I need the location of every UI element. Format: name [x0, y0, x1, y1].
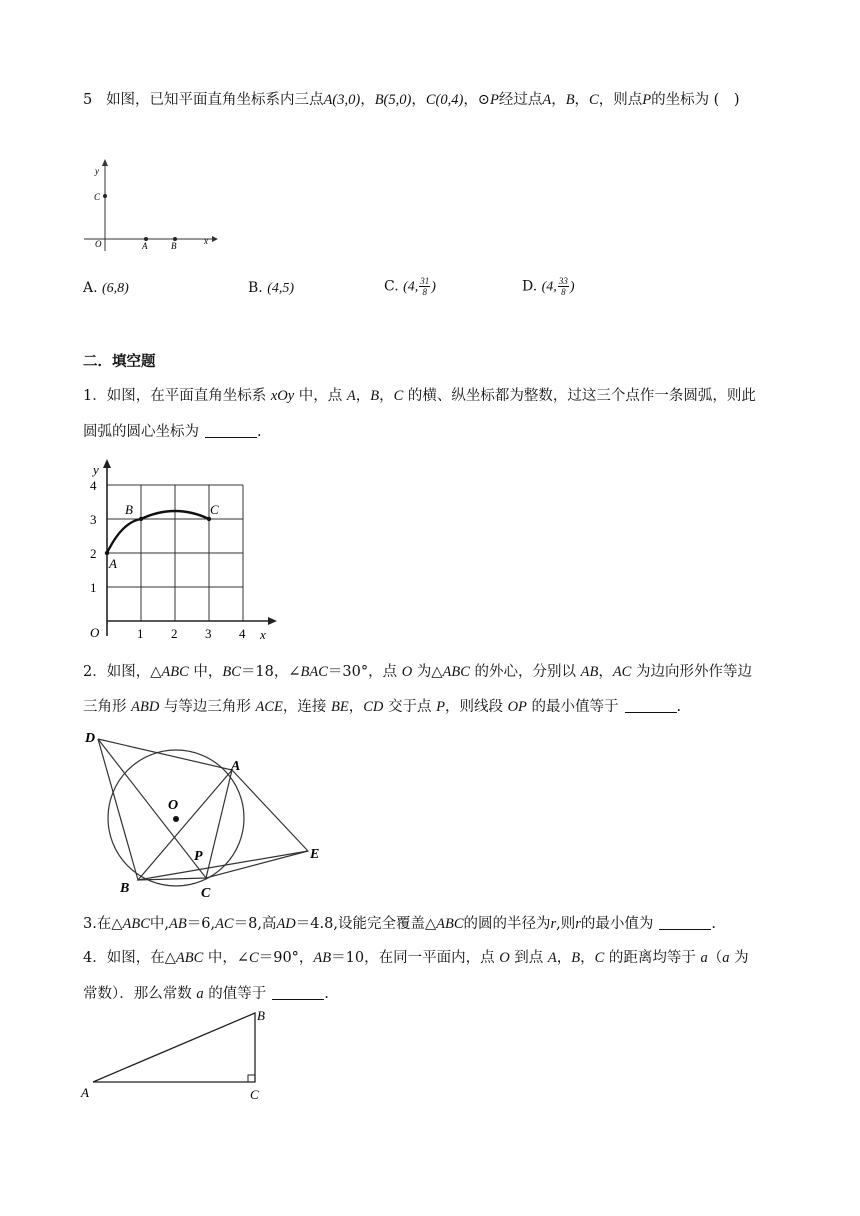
q3-var: AC [215, 916, 234, 932]
q2-line2 [83, 697, 681, 717]
q4-var: AB [313, 950, 332, 966]
option-value: ) [431, 279, 436, 295]
q4-b-label: B [257, 1008, 265, 1023]
q1-answer-blank[interactable] [205, 423, 257, 438]
fraction-denominator: 8 [561, 287, 566, 297]
q3-var: ABC [122, 916, 150, 932]
q3-var: AD [276, 916, 296, 932]
q4-text: ＝90°， [258, 950, 314, 966]
q5-letter: B [565, 92, 575, 108]
q1-y3-label: 3 [90, 512, 97, 527]
q3-text: . [711, 916, 717, 932]
q2-var: BC [222, 664, 241, 680]
q1-o-label: O [90, 625, 100, 640]
q1-b-label: B [125, 502, 133, 517]
q1-var: B [370, 388, 380, 404]
q3-text: ＝6, [186, 916, 216, 932]
q2-var: O [401, 664, 413, 680]
q1-text: 的横、纵坐标都为整数，过这三个点作一条圆弧，则此 [403, 388, 756, 404]
q3-text: 3.在△ [83, 916, 123, 932]
q5-point-b: B(5,0) [374, 92, 412, 108]
q2-d-label: D [85, 731, 96, 746]
q1-figure [82, 456, 282, 644]
q3-text: ,则 [556, 916, 576, 932]
q2-text: 2．如图，△ [83, 664, 162, 680]
q4-text: 的距离均等于 [604, 950, 701, 966]
q5-number: 5 [83, 92, 93, 108]
q3-var: AB [169, 916, 187, 932]
option-letter: C. [384, 278, 399, 295]
q4-answer-blank[interactable] [272, 985, 324, 1000]
q1-line1 [83, 386, 756, 406]
q1-point-b [139, 517, 143, 521]
q2-text: 交于点 [383, 699, 437, 715]
q1-x-label: x [260, 627, 266, 642]
q2-text: 为边向形外作等边 [631, 664, 752, 680]
q4-var: C [249, 950, 259, 966]
q4-var: a [722, 950, 730, 966]
q1-text: ， [355, 388, 371, 404]
q2-text: . [676, 699, 682, 715]
q1-y-label: y [93, 462, 99, 477]
q4-right-angle-mark [248, 1075, 255, 1082]
q5-o-label: O [95, 239, 102, 249]
option-value: (4, [403, 279, 419, 295]
q1-var: A [346, 388, 356, 404]
q5-b-label: B [171, 241, 177, 251]
q5-y-arrow [102, 159, 108, 166]
q2-text: ， [598, 664, 613, 680]
q4-triangle [93, 1013, 255, 1082]
q3-text: 的最小值为 [580, 916, 654, 932]
q5-sep: ， [574, 92, 590, 108]
q3-text: ＝8,高 [233, 916, 277, 932]
q5-sep: ， [551, 92, 566, 108]
q2-var: ABC [161, 664, 189, 680]
option-value: (6,8) [102, 281, 129, 296]
q4-text: ， [580, 950, 595, 966]
q1-var: xOy [270, 388, 295, 404]
q2-text: ＝30°，点 [327, 664, 402, 680]
q4-text: （ [707, 950, 723, 966]
q2-o-label: O [168, 798, 179, 813]
q2-var: AC [612, 664, 632, 680]
q4-var: ABC [175, 950, 204, 966]
q4-var: B [571, 950, 581, 966]
q1-point-c [207, 517, 211, 521]
q2-var: ABD [131, 699, 160, 715]
option-value: (4, [541, 279, 557, 295]
q4-text: . [324, 986, 329, 1002]
q3-text: 的圆的半径为 [463, 916, 551, 932]
q5-option-a[interactable] [83, 280, 129, 297]
q2-c-label: C [201, 886, 211, 901]
section-title: 二．填空题 [83, 353, 156, 370]
q2-var: BAC [300, 664, 328, 680]
q4-line2 [83, 984, 329, 1004]
q2-text: 为△ [412, 664, 443, 680]
q4-a-label: A [81, 1085, 89, 1100]
q2-segments [98, 739, 308, 880]
q1-y1-label: 1 [90, 580, 97, 595]
q2-text: ，连接 [282, 699, 332, 715]
q1-arc [107, 511, 209, 553]
option-value: (4,5) [267, 281, 295, 296]
q3-var: r [550, 916, 557, 932]
q3-answer-blank[interactable] [659, 915, 711, 930]
q3-text: ＝4.8,设能完全覆盖△ [295, 916, 437, 932]
q1-text: 圆弧的圆心坐标为 [83, 424, 199, 440]
q5-letter: C [589, 92, 599, 108]
q2-var: OP [507, 699, 527, 715]
q4-figure [78, 1005, 278, 1105]
q5-figure [80, 155, 220, 255]
q5-text: ，⊙ [463, 92, 490, 108]
q4-line1 [83, 948, 749, 968]
q5-text: 的坐标为 ( ) [651, 92, 740, 108]
q4-text: 为 [729, 950, 749, 966]
q2-a-label: A [231, 759, 241, 774]
q4-text: 的值等于 [203, 986, 267, 1002]
q1-c-label: C [210, 502, 219, 517]
fraction-denominator: 8 [422, 287, 428, 297]
q2-var: BE [331, 699, 349, 715]
q3-text: 中, [149, 916, 169, 932]
q1-y2-label: 2 [90, 546, 97, 561]
q2-text: 中， [188, 664, 223, 680]
q4-text: ＝10，在同一平面内，点 [331, 950, 500, 966]
q1-x1-label: 1 [137, 626, 144, 641]
q5-option-c[interactable] [384, 276, 436, 297]
q5-text: 如图，已知平面直角坐标系内三点 [106, 92, 324, 108]
q5-point-c: C(0,4) [425, 92, 464, 108]
q4-var: a [700, 950, 708, 966]
q1-y4-label: 4 [90, 478, 97, 493]
q1-x3-label: 3 [205, 626, 212, 641]
q1-var: C [393, 388, 404, 404]
q4-text: 常数）．那么常数 [83, 986, 197, 1002]
q2-text: ， [348, 699, 364, 715]
q2-b-label: B [120, 881, 130, 896]
q3-var: r [575, 916, 581, 932]
q2-e-label: E [310, 847, 320, 862]
q2-text: ＝18，∠ [240, 664, 301, 680]
q2-center-dot [173, 816, 179, 822]
fraction-numerator: 33 [558, 276, 568, 286]
q2-text: ，则线段 [444, 699, 508, 715]
q2-var: P [436, 699, 445, 715]
q1-x-arrow [268, 617, 277, 625]
q5-text: 经过点 [498, 92, 543, 108]
q1-line2 [83, 422, 262, 442]
q1-text: 中，点 [294, 388, 347, 404]
option-letter: B. [248, 280, 263, 296]
q5-sep: ， [411, 92, 426, 108]
q3-line [83, 914, 716, 934]
q2-line1 [83, 662, 752, 682]
q4-text: 4．如图，在△ [83, 950, 176, 966]
q5-text: ，则点 [598, 92, 643, 108]
option-value: ) [569, 279, 575, 295]
q2-var: ABC [442, 664, 470, 680]
fraction [419, 276, 430, 297]
q4-var: a [196, 986, 204, 1002]
fraction-numerator: 31 [420, 276, 430, 286]
q2-answer-blank[interactable] [625, 698, 677, 713]
q3-var: ABC [436, 916, 464, 932]
fraction [558, 276, 569, 297]
q1-text: 1．如图，在平面直角坐标系 [83, 388, 271, 404]
q5-option-b[interactable] [248, 280, 294, 297]
q2-text: 与等边三角形 [159, 699, 256, 715]
q2-text: 的外心，分别以 [469, 664, 581, 680]
q2-var: AB [580, 664, 599, 680]
q5-sep: ， [360, 92, 375, 108]
q5-x-arrow [212, 236, 218, 242]
option-letter: D. [522, 278, 538, 295]
q1-x4-label: 4 [239, 626, 246, 641]
q1-point-a [105, 551, 109, 555]
option-letter: A. [83, 280, 98, 296]
q5-c-label: C [94, 192, 101, 202]
q2-var: ACE [255, 699, 283, 715]
q2-figure [80, 725, 340, 905]
q5-a-label: A [142, 241, 148, 251]
q2-text: 三角形 [83, 699, 132, 715]
q4-text: 中，∠ [203, 950, 250, 966]
q4-c-label: C [250, 1087, 259, 1102]
q5-point-c-dot [103, 194, 107, 198]
q5-x-label: x [204, 236, 208, 246]
q5-point-a: A(3,0) [323, 92, 361, 108]
q2-p-label: P [194, 849, 203, 864]
q5-letter: A [542, 92, 552, 108]
q4-text: 到点 [509, 950, 548, 966]
q5-stem [83, 90, 740, 110]
q1-text: ， [379, 388, 394, 404]
q2-var: CD [363, 699, 384, 715]
q1-y-arrow [103, 459, 111, 468]
q4-var: C [594, 950, 605, 966]
q5-option-d[interactable] [522, 276, 574, 297]
q5-letter: P [642, 92, 652, 108]
q5-circle-p: P [489, 92, 499, 108]
q1-x2-label: 2 [171, 626, 178, 641]
q1-text: . [257, 424, 262, 440]
q4-var: O [499, 950, 510, 966]
q1-a-label: A [109, 556, 117, 571]
q4-var: A [547, 950, 557, 966]
q2-text: 的最小值等于 [526, 699, 619, 715]
q5-y-label: y [95, 166, 99, 176]
q4-text: ， [556, 950, 572, 966]
